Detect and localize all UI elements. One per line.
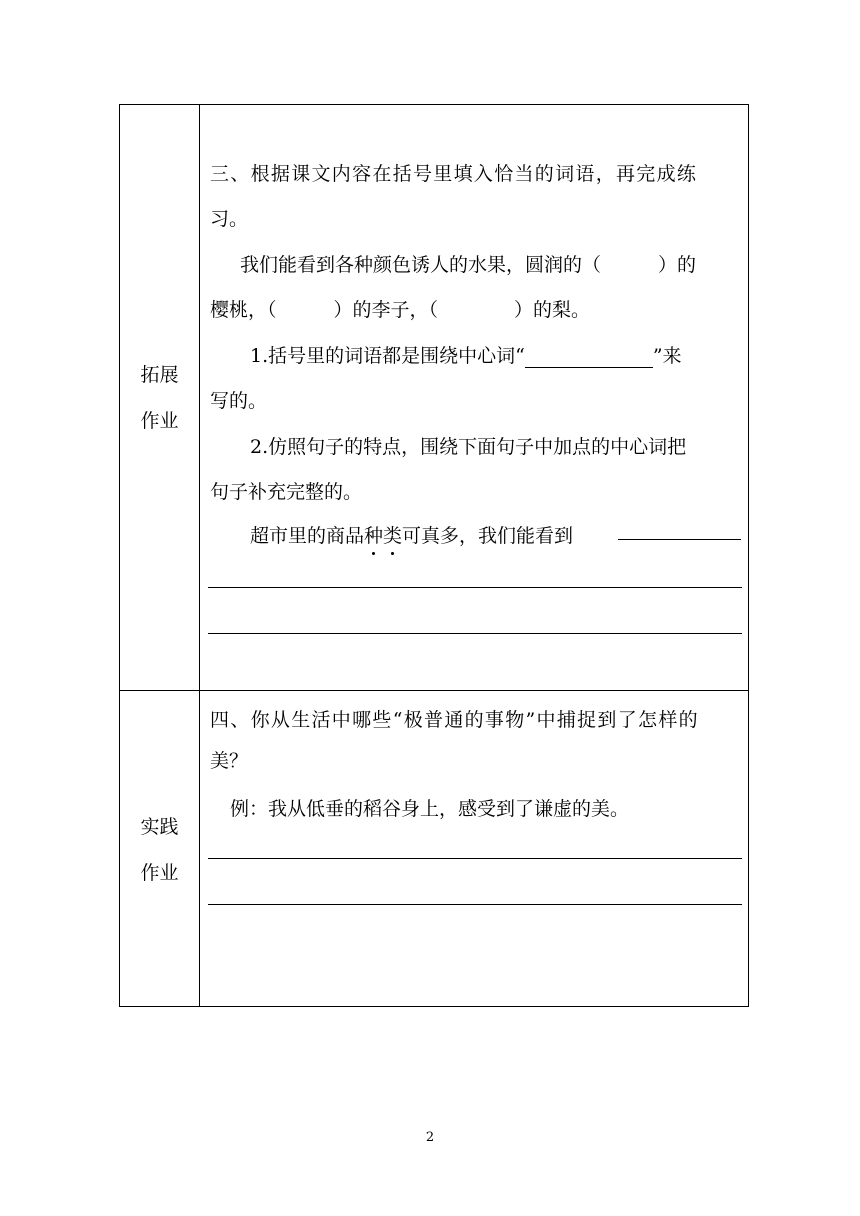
answer-line[interactable] [208, 587, 742, 588]
sub-question-1-cont: 写的。 [210, 390, 268, 412]
sub-question-2: 2.仿照句子的特点，围绕下面句子中加点的中心词把 [250, 436, 687, 458]
question-4-heading: 四、你从生活中哪些“极普通的事物”中捕捉到了怎样的 [210, 709, 699, 731]
center-word-blank[interactable] [525, 347, 653, 368]
label-line: 作业 [140, 861, 179, 884]
example-text-before: 超市里的商品 [250, 525, 365, 547]
answer-line[interactable] [208, 633, 742, 634]
column-divider [199, 105, 200, 1006]
label-line: 拓展 [140, 363, 179, 386]
answer-line[interactable] [208, 858, 742, 859]
example-text-after: 可真多，我们能看到 [402, 525, 574, 547]
question-4-heading-cont: 美？ [210, 750, 249, 772]
fruit-paragraph-line-1: 我们能看到各种颜色诱人的水果，圆润的（ ）的 [240, 254, 697, 276]
sub-question-1-suffix: ”来 [652, 345, 682, 367]
section-label-practice [120, 691, 199, 1008]
example-sentence [250, 524, 573, 548]
answer-line[interactable] [208, 904, 742, 905]
fruit-paragraph-line-2: 樱桃，（ ）的李子，（ ）的梨。 [210, 299, 591, 321]
worksheet-table [119, 104, 749, 1007]
section-label-extension [120, 105, 199, 690]
sub-question-1-prefix: 1.括号里的词语都是围绕中心词“ [250, 345, 525, 367]
answer-line[interactable] [618, 539, 741, 540]
row-divider [120, 690, 748, 691]
page-number: 2 [425, 1130, 435, 1145]
label-line: 实践 [140, 815, 179, 838]
question-3-heading: 三、根据课文内容在括号里填入恰当的词语，再完成练 [210, 163, 698, 185]
dotted-center-char: 类 [383, 525, 403, 547]
sub-question-2-cont: 句子补充完整的。 [210, 481, 363, 503]
label-line: 作业 [140, 409, 179, 432]
question-3-heading-cont: 习。 [210, 208, 249, 230]
sub-question-1 [250, 344, 682, 368]
practice-example: 例：我从低垂的稻谷身上，感受到了谦虚的美。 [230, 798, 630, 820]
dotted-center-char: 种 [364, 525, 384, 547]
